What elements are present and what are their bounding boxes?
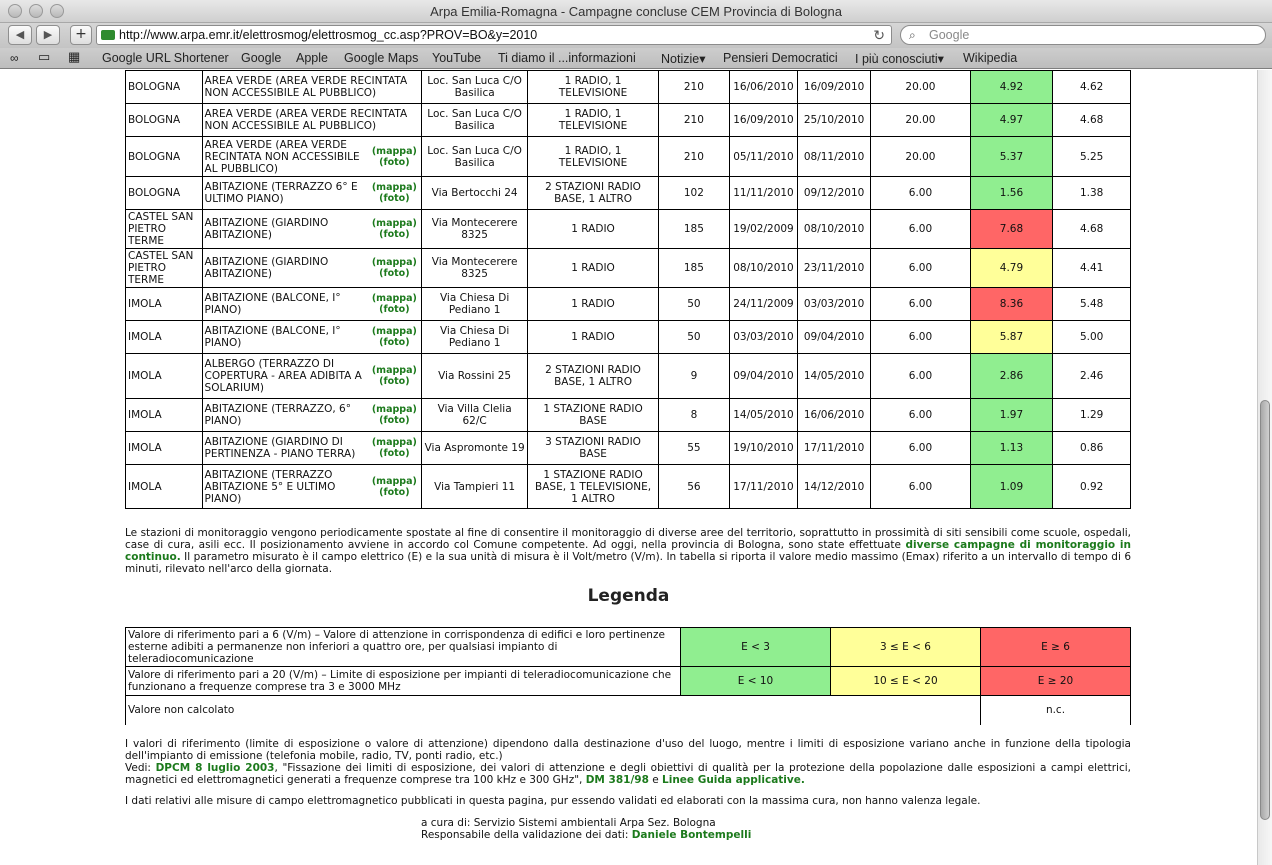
map-link[interactable]: (mappa) — [371, 145, 417, 157]
table-row — [126, 104, 1131, 137]
tipologia-text: ABITAZIONE (GIARDINO DI PERTINENZA - PIANO TERRA) — [204, 436, 356, 460]
map-photo-links — [372, 365, 419, 387]
cell-distanza: 185 — [658, 210, 729, 249]
cell-limite: 6.00 — [871, 399, 970, 432]
cell-distanza: 50 — [658, 321, 729, 354]
cell-distanza: 210 — [658, 137, 729, 177]
cell-limite: 6.00 — [871, 465, 970, 509]
cell-sorgenti: 1 RADIO — [528, 210, 658, 249]
tipologia-text: AREA VERDE (AREA VERDE RECINTATA NON ACCESSIBILE AL PUBBLICO) — [204, 75, 408, 99]
cell-data-inizio: 19/10/2010 — [730, 432, 798, 465]
footer-credit: a cura di: Servizio Sistemi ambientali Arpa Sez. Bologna — [421, 817, 716, 829]
cell-media: 5.00 — [1053, 321, 1131, 354]
cell-distanza: 210 — [658, 104, 729, 137]
tipologia-text: ABITAZIONE (TERRAZZO 6° E ULTIMO PIANO) — [204, 181, 358, 205]
cell-emax: 4.92 — [970, 71, 1053, 104]
cell-indirizzo: Via Aspromonte 19 — [421, 432, 528, 465]
map-link[interactable]: (mappa) — [371, 218, 417, 229]
legend-row3-description: Valore non calcolato — [126, 696, 981, 725]
cell-limite: 6.00 — [871, 210, 970, 249]
cell-tipologia — [202, 288, 421, 321]
campaigns-table — [125, 70, 1131, 509]
top-sites-grid-icon[interactable]: ▦ — [68, 49, 81, 64]
bookmark-item[interactable]: Ti diamo il ...informazioni — [498, 51, 636, 65]
table-row — [126, 432, 1131, 465]
legend-title: Legenda — [587, 586, 670, 606]
cell-limite: 20.00 — [871, 104, 970, 137]
cell-limite: 6.00 — [871, 321, 970, 354]
zoom-window-button[interactable] — [50, 4, 64, 18]
back-button[interactable] — [8, 25, 32, 45]
dpcm-link[interactable]: DPCM 8 luglio 2003 — [155, 762, 275, 774]
photo-link[interactable]: (foto) — [379, 376, 410, 387]
bookmarks-bar — [0, 48, 1272, 69]
cell-limite: 6.00 — [871, 288, 970, 321]
address-bar[interactable] — [96, 25, 892, 45]
cell-data-fine: 09/04/2010 — [797, 321, 870, 354]
cell-media: 5.48 — [1053, 288, 1131, 321]
tipologia-text: ABITAZIONE (GIARDINO ABITAZIONE) — [204, 217, 329, 241]
cell-data-fine: 16/06/2010 — [797, 399, 870, 432]
photo-link[interactable]: (foto) — [379, 193, 410, 204]
map-photo-links — [372, 437, 419, 459]
cell-media: 4.62 — [1053, 71, 1131, 104]
cell-emax: 8.36 — [970, 288, 1053, 321]
cell-sorgenti: 1 RADIO, 1 TELEVISIONE — [528, 104, 658, 137]
cell-sorgenti: 1 RADIO — [528, 321, 658, 354]
cell-tipologia — [202, 321, 421, 354]
tipologia-text: ABITAZIONE (TERRAZZO, 6° PIANO) — [204, 403, 351, 427]
cell-emax: 1.09 — [970, 465, 1053, 509]
vertical-scrollbar[interactable] — [1257, 70, 1272, 865]
cell-sorgenti: 2 STAZIONI RADIO BASE, 1 ALTRO — [528, 177, 658, 210]
cell-indirizzo: Via Chiesa Di Pediano 1 — [421, 288, 528, 321]
legend-row1-description: Valore di riferimento pari a 6 (V/m) – Valore di attenzione in corrispondenza di edifici e loro pertinenze esterne adibiti a permanenze non inferiori a quattro ore, per qualsiasi impianto di teleradiocomunicazione — [126, 628, 681, 667]
cell-tipologia — [202, 210, 421, 249]
bookmark-item[interactable]: I più conosciuti▾ — [855, 52, 944, 66]
cell-data-inizio: 14/05/2010 — [730, 399, 798, 432]
cell-media: 1.38 — [1053, 177, 1131, 210]
map-link[interactable]: (mappa) — [371, 182, 417, 193]
legend-yellow-cell: 10 ≤ E < 20 — [831, 667, 981, 696]
cell-indirizzo: Via Bertocchi 24 — [421, 177, 528, 210]
cell-data-inizio: 03/03/2010 — [730, 321, 798, 354]
cell-data-fine: 14/05/2010 — [797, 354, 870, 399]
cell-emax: 5.87 — [970, 321, 1053, 354]
table-row — [126, 210, 1131, 249]
tipologia-text: ABITAZIONE (BALCONE, I° PIANO) — [204, 292, 341, 316]
map-photo-links — [372, 257, 419, 279]
cell-tipologia — [202, 104, 421, 137]
cell-limite: 20.00 — [871, 137, 970, 177]
cell-data-inizio: 08/10/2010 — [730, 249, 798, 288]
disclaimer-text: I dati relativi alle misure di campo elettromagnetico pubblicati in questa pagina, pur essendo validati ed elaborati con la massima cura, non hanno valenza legale. — [125, 795, 981, 807]
cell-distanza: 8 — [658, 399, 729, 432]
bookmark-item[interactable]: Google Maps — [344, 51, 419, 65]
map-photo-links — [372, 182, 419, 204]
cell-data-fine: 23/11/2010 — [797, 249, 870, 288]
cell-data-inizio: 24/11/2009 — [730, 288, 798, 321]
tipologia-text: ABITAZIONE (GIARDINO ABITAZIONE) — [204, 256, 329, 280]
cell-tipologia — [202, 465, 421, 509]
cell-data-fine: 09/12/2010 — [797, 177, 870, 210]
footer-validation: Responsabile della validazione dei dati: Daniele Bontempelli — [421, 829, 752, 841]
page-content — [0, 70, 1257, 865]
cell-tipologia — [202, 354, 421, 399]
bookmark-item[interactable]: Wikipedia — [963, 51, 1018, 65]
table-row — [126, 249, 1131, 288]
browser-toolbar — [0, 23, 1272, 48]
map-link[interactable]: (mappa) — [371, 257, 417, 268]
photo-link[interactable]: (foto) — [379, 304, 410, 315]
cell-indirizzo: Loc. San Luca C/O Basilica — [421, 104, 528, 137]
cell-emax: 4.97 — [970, 104, 1053, 137]
photo-link[interactable]: (foto) — [379, 415, 410, 426]
legend-red-cell: E ≥ 6 — [981, 628, 1131, 667]
cell-distanza: 185 — [658, 249, 729, 288]
cell-indirizzo: Via Chiesa Di Pediano 1 — [421, 321, 528, 354]
cell-tipologia — [202, 177, 421, 210]
photo-link[interactable]: (foto) — [379, 448, 410, 459]
cell-media: 0.92 — [1053, 465, 1131, 509]
add-bookmark-button[interactable] — [70, 25, 92, 45]
map-photo-links — [372, 293, 419, 315]
cell-sorgenti: 2 STAZIONI RADIO BASE, 1 ALTRO — [528, 354, 658, 399]
legend-table — [125, 627, 1131, 725]
cell-emax: 1.97 — [970, 399, 1053, 432]
bookmark-item[interactable]: Google — [241, 51, 282, 65]
guidelines-link[interactable]: Linee Guida applicative. — [662, 774, 805, 786]
cell-data-inizio: 19/02/2009 — [730, 210, 798, 249]
cell-comune: IMOLA — [126, 399, 203, 432]
window-title: Arpa Emilia-Romagna - Campagne concluse CEM Provincia di Bologna — [430, 4, 842, 19]
reload-icon[interactable]: ↻ — [873, 27, 885, 43]
photo-link[interactable]: (foto) — [379, 156, 410, 168]
map-link[interactable]: (mappa) — [371, 326, 417, 337]
cell-emax: 5.37 — [970, 137, 1053, 177]
legend-green-cell: E < 10 — [681, 667, 831, 696]
cell-sorgenti: 3 STAZIONI RADIO BASE — [528, 432, 658, 465]
cell-data-fine: 03/03/2010 — [797, 288, 870, 321]
table-row — [126, 354, 1131, 399]
scrollbar-thumb[interactable] — [1260, 400, 1270, 820]
bookmark-item[interactable]: Pensieri Democratici — [723, 51, 838, 65]
cell-tipologia — [202, 399, 421, 432]
forward-icon: ▶ — [43, 28, 53, 41]
cell-media: 1.29 — [1053, 399, 1131, 432]
map-link[interactable]: (mappa) — [371, 293, 417, 304]
cell-indirizzo: Via Villa Clelia 62/C — [421, 399, 528, 432]
cell-comune: IMOLA — [126, 354, 203, 399]
map-link[interactable]: (mappa) — [371, 365, 417, 376]
cell-limite: 6.00 — [871, 177, 970, 210]
cell-comune: IMOLA — [126, 432, 203, 465]
map-photo-links — [372, 146, 419, 168]
cell-media: 4.68 — [1053, 210, 1131, 249]
cell-distanza: 102 — [658, 177, 729, 210]
cell-media: 4.41 — [1053, 249, 1131, 288]
page-footer — [421, 817, 751, 841]
cell-limite: 6.00 — [871, 354, 970, 399]
cell-indirizzo: Loc. San Luca C/O Basilica — [421, 137, 528, 177]
legend-nc-cell: n.c. — [981, 696, 1131, 725]
cell-data-inizio: 11/11/2010 — [730, 177, 798, 210]
responsible-link[interactable]: Daniele Bontempelli — [631, 829, 752, 841]
cell-comune: IMOLA — [126, 321, 203, 354]
table-row — [126, 288, 1131, 321]
cell-comune: BOLOGNA — [126, 71, 203, 104]
cell-limite: 6.00 — [871, 249, 970, 288]
cell-tipologia — [202, 137, 421, 177]
cell-data-fine: 16/09/2010 — [797, 71, 870, 104]
campaigns-link[interactable]: diverse campagne di monitoraggio in continuo. — [125, 539, 1131, 563]
cell-data-fine: 08/11/2010 — [797, 137, 870, 177]
cell-distanza: 50 — [658, 288, 729, 321]
cell-emax: 7.68 — [970, 210, 1053, 249]
cell-comune: BOLOGNA — [126, 177, 203, 210]
tipologia-text: ABITAZIONE (BALCONE, I° PIANO) — [204, 325, 341, 349]
info-paragraph: Le stazioni di monitoraggio vengono periodicamente spostate al fine di consentire il monitoraggio di diverse aree del territorio, soprattutto in prossimità di siti sensibili come scuole, ospedali, case di cura, asili ecc. Il posizionamento avviene in accordo col Comune competente. Ad oggi, nella provincia di Bologna, sono state effettuate diverse campagne di monitoraggio in continuo. Il parametro misurato è il campo elettrico (E) e la sua unità di misura è il Volt/metro (V/m). In tabella si riporta il valore medio massimo (Emax) riferito a un intervallo di tempo di 6 minuti, rilevato nell'arco della giornata. — [125, 527, 1131, 575]
cell-data-fine: 14/12/2010 — [797, 465, 870, 509]
photo-link[interactable]: (foto) — [379, 268, 410, 279]
legend-row2-description: Valore di riferimento pari a 20 (V/m) – Limite di esposizione per impianti di teleradiocomunicazione che funzionano a frequenze comprese tra 3 e 3000 MHz — [126, 667, 681, 696]
cell-limite: 20.00 — [871, 71, 970, 104]
cell-data-fine: 25/10/2010 — [797, 104, 870, 137]
photo-link[interactable]: (foto) — [379, 229, 410, 240]
bookmarks-book-icon[interactable]: ▭ — [38, 49, 51, 64]
search-icon: ⌕ — [909, 28, 916, 42]
cell-emax: 4.79 — [970, 249, 1053, 288]
tipologia-text: ALBERGO (TERRAZZO DI COPERTURA - AREA ADIBITA A SOLARIUM) — [204, 358, 362, 394]
cell-media: 0.86 — [1053, 432, 1131, 465]
cell-sorgenti: 1 RADIO, 1 TELEVISIONE — [528, 71, 658, 104]
map-photo-links — [372, 476, 419, 498]
cell-indirizzo: Loc. San Luca C/O Basilica — [421, 71, 528, 104]
cell-sorgenti: 1 RADIO — [528, 288, 658, 321]
dm-link[interactable]: DM 381/98 — [585, 774, 649, 786]
cell-comune: CASTEL SAN PIETRO TERME — [126, 249, 203, 288]
cell-sorgenti: 1 RADIO — [528, 249, 658, 288]
close-window-button[interactable] — [8, 4, 22, 18]
photo-link[interactable]: (foto) — [379, 486, 410, 498]
cell-media: 5.25 — [1053, 137, 1131, 177]
cell-data-inizio: 17/11/2010 — [730, 465, 798, 509]
site-favicon-icon — [101, 30, 115, 40]
cell-distanza: 210 — [658, 71, 729, 104]
cell-distanza: 55 — [658, 432, 729, 465]
cell-distanza: 9 — [658, 354, 729, 399]
legend-yellow-cell: 3 ≤ E < 6 — [831, 628, 981, 667]
table-row — [126, 399, 1131, 432]
cell-indirizzo: Via Tampieri 11 — [421, 465, 528, 509]
map-link[interactable]: (mappa) — [371, 475, 417, 487]
cell-indirizzo: Via Montecerere 8325 — [421, 210, 528, 249]
table-row — [126, 71, 1131, 104]
bookmark-item[interactable]: Apple — [296, 51, 328, 65]
tipologia-text: AREA VERDE (AREA VERDE RECINTATA NON ACCESSIBILE AL PUBBLICO) — [204, 138, 360, 175]
cell-limite: 6.00 — [871, 432, 970, 465]
cell-emax: 1.56 — [970, 177, 1053, 210]
cell-comune: BOLOGNA — [126, 104, 203, 137]
cell-data-inizio: 05/11/2010 — [730, 137, 798, 177]
map-link[interactable]: (mappa) — [371, 437, 417, 448]
map-link[interactable]: (mappa) — [371, 404, 417, 415]
cell-data-fine: 17/11/2010 — [797, 432, 870, 465]
table-row — [126, 465, 1131, 509]
cell-tipologia — [202, 71, 421, 104]
bookmark-item[interactable]: Notizie▾ — [661, 52, 706, 66]
cell-data-inizio: 16/09/2010 — [730, 104, 798, 137]
legend-red-cell: E ≥ 20 — [981, 667, 1131, 696]
bookmark-item[interactable]: YouTube — [432, 51, 482, 65]
cell-media: 4.68 — [1053, 104, 1131, 137]
map-photo-links — [372, 218, 419, 240]
cell-sorgenti: 1 STAZIONE RADIO BASE — [528, 399, 658, 432]
cell-comune: CASTEL SAN PIETRO TERME — [126, 210, 203, 249]
cell-data-inizio: 09/04/2010 — [730, 354, 798, 399]
tipologia-text: ABITAZIONE (TERRAZZO ABITAZIONE 5° E ULTIMO PIANO) — [204, 468, 336, 505]
window-titlebar — [0, 0, 1272, 23]
cell-media: 2.46 — [1053, 354, 1131, 399]
cell-data-fine: 08/10/2010 — [797, 210, 870, 249]
search-field[interactable] — [900, 25, 1266, 45]
search-placeholder: Google — [929, 28, 970, 42]
tipologia-text: AREA VERDE (AREA VERDE RECINTATA NON ACCESSIBILE AL PUBBLICO) — [204, 108, 408, 132]
bookmark-item[interactable]: Google URL Shortener — [102, 51, 229, 65]
forward-button[interactable] — [36, 25, 60, 45]
plus-icon: + — [75, 26, 87, 42]
back-icon: ◀ — [15, 28, 25, 41]
reading-list-icon[interactable]: ∞ — [10, 51, 19, 65]
cell-comune: IMOLA — [126, 288, 203, 321]
photo-link[interactable]: (foto) — [379, 337, 410, 348]
cell-tipologia — [202, 432, 421, 465]
minimize-window-button[interactable] — [29, 4, 43, 18]
cell-comune: BOLOGNA — [126, 137, 203, 177]
map-photo-links — [372, 326, 419, 348]
url-text: http://www.arpa.emr.it/elettrosmog/elettrosmog_cc.asp?PROV=BO&y=2010 — [119, 28, 538, 42]
cell-sorgenti: 1 STAZIONE RADIO BASE, 1 TELEVISIONE, 1 ALTRO — [528, 465, 658, 509]
table-row — [126, 137, 1131, 177]
reference-paragraph: I valori di riferimento (limite di esposizione o valore di attenzione) dipendono dalla destinazione d'uso del luogo, mentre i limiti di esposizione variano anche in funzione della tipologia dell'impianto di emissione (telefonia mobile, radio, TV, ponti radio, etc.) Vedi: DPCM 8 luglio 2003, "Fissazione dei limiti di esposizione, dei valori di attenzione e degli obiettivi di qualità per la protezione della popolazione dalle esposizioni a campi elettrici, magnetici ed elettromagnetici generati a frequenze comprese tra 100 kHz e 300 GHz", DM 381/98 e Linee Guida applicative. — [125, 738, 1131, 786]
cell-emax: 1.13 — [970, 432, 1053, 465]
map-photo-links — [372, 404, 419, 426]
cell-data-inizio: 16/06/2010 — [730, 71, 798, 104]
cell-indirizzo: Via Rossini 25 — [421, 354, 528, 399]
cell-indirizzo: Via Montecerere 8325 — [421, 249, 528, 288]
table-row — [126, 177, 1131, 210]
cell-emax: 2.86 — [970, 354, 1053, 399]
legend-green-cell: E < 3 — [681, 628, 831, 667]
cell-sorgenti: 1 RADIO, 1 TELEVISIONE — [528, 137, 658, 177]
cell-comune: IMOLA — [126, 465, 203, 509]
cell-tipologia — [202, 249, 421, 288]
cell-distanza: 56 — [658, 465, 729, 509]
table-row — [126, 321, 1131, 354]
